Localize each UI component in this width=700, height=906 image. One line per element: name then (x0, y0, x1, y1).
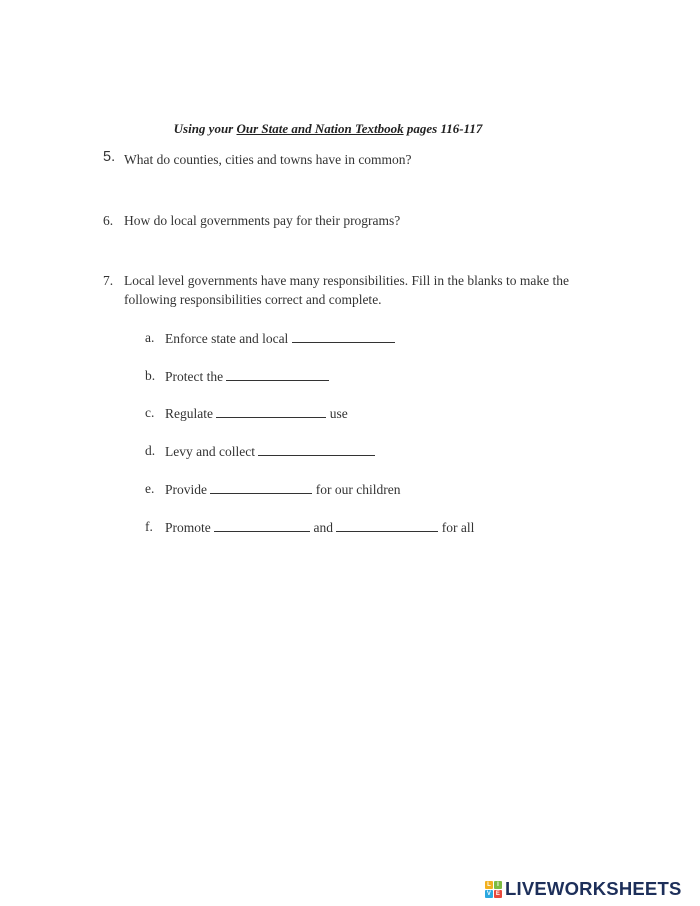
item-letter: b. (145, 368, 156, 383)
answer-blank[interactable] (226, 366, 329, 381)
item-letter: f. (145, 519, 153, 534)
logo-text: LIVEWORKSHEETS (505, 878, 682, 899)
item-text: use (329, 406, 348, 421)
textbook-title: Our State and Nation Textbook (236, 121, 404, 136)
item-text: Enforce state and local (165, 331, 289, 346)
liveworksheets-logo (485, 877, 682, 901)
answer-blank[interactable] (216, 403, 326, 418)
answer-blank[interactable] (292, 328, 395, 343)
item-letter: d. (145, 443, 156, 458)
question-number: 5. (103, 149, 116, 165)
item-letter: a. (145, 330, 155, 345)
item-text: for all (441, 520, 475, 535)
item-text: Regulate (165, 406, 213, 421)
item-letter: e. (145, 481, 155, 496)
question-text: Local level governments have many responsibilities. Fill in the blanks to make the following responsibilities correct and complete. (124, 273, 570, 307)
header-prefix: Using your (173, 121, 237, 136)
question-number: 7. (103, 273, 114, 288)
question-number: 6. (103, 213, 114, 228)
liveworksheets-mark-icon: L I V E (486, 881, 501, 897)
worksheet-header (0, 121, 656, 137)
item-letter: c. (145, 405, 155, 420)
item-text: and (313, 520, 333, 535)
item-text: Levy and collect (165, 444, 255, 459)
item-text: for our children (315, 482, 401, 497)
header-pages: pages 116-117 (403, 121, 483, 136)
answer-blank[interactable] (214, 517, 310, 532)
item-text: Protect the (165, 369, 224, 384)
answer-blank[interactable] (336, 517, 438, 532)
item-text: Provide (165, 482, 207, 497)
answer-blank[interactable] (258, 441, 375, 456)
question-text: How do local governments pay for their programs? (124, 213, 401, 228)
question-text: What do counties, cities and towns have in common? (124, 152, 412, 167)
answer-blank[interactable] (210, 479, 312, 494)
item-text: Promote (165, 520, 211, 535)
